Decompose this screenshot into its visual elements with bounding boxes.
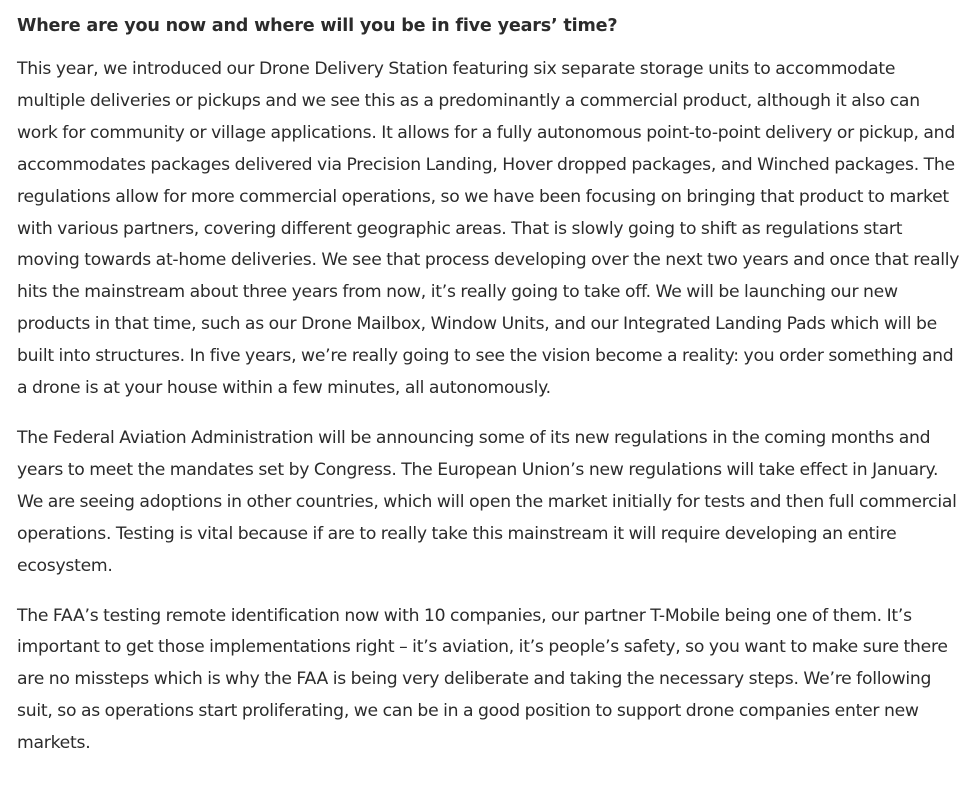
paragraph: The Federal Aviation Administration will be announcing some of its new regulations in the coming months and years to meet the mandates set by Congress. The European Union’s new regulations will take effect in January. We are seeing adoptions in other countries, which will open the market initially for tests and then full commercial operations. Testing is vital because if are to really take this mainstream it will require developing an entire ecosystem. bbox=[17, 427, 957, 576]
section-heading: Where are you now and where will you be in five years’ time? bbox=[17, 16, 618, 36]
paragraph: The FAA’s testing remote identification now with 10 companies, our partner T-Mobile being one of them. It’s important to get those implementations right – it’s aviation, it’s people’s safety, so you want to make sure there are no missteps which is why the FAA is being very deliberate and taking the necessary steps. We’re following suit, so as operations start proliferating, we can be in a good position to support drone companies enter new markets. bbox=[17, 605, 948, 754]
paragraph: This year, we introduced our Drone Delivery Station featuring six separate storage units to accommodate multiple deliveries or pickups and we see this as a predominantly a commercial product, although it also can work for community or village applications. It allows for a fully autonomous point-to-point delivery or pickup, and accommodates packages delivered via Precision Landing, Hover dropped packages, and Winched packages. The regulations allow for more commercial operations, so we have been focusing on bringing that product to market with various partners, covering different geographic areas. That is slowly going to shift as regulations start moving towards at-home deliveries. We see that process developing over the next two years and once that really hits the mainstream about three years from now, it’s really going to take off. We will be launching our new products in that time, such as our Drone Mailbox, Window Units, and our Integrated Landing Pads which will be built into structures. In five years, we’re really going to see the vision become a reality: you order something and a drone is at your house within a few minutes, all autonomously. bbox=[17, 59, 960, 399]
